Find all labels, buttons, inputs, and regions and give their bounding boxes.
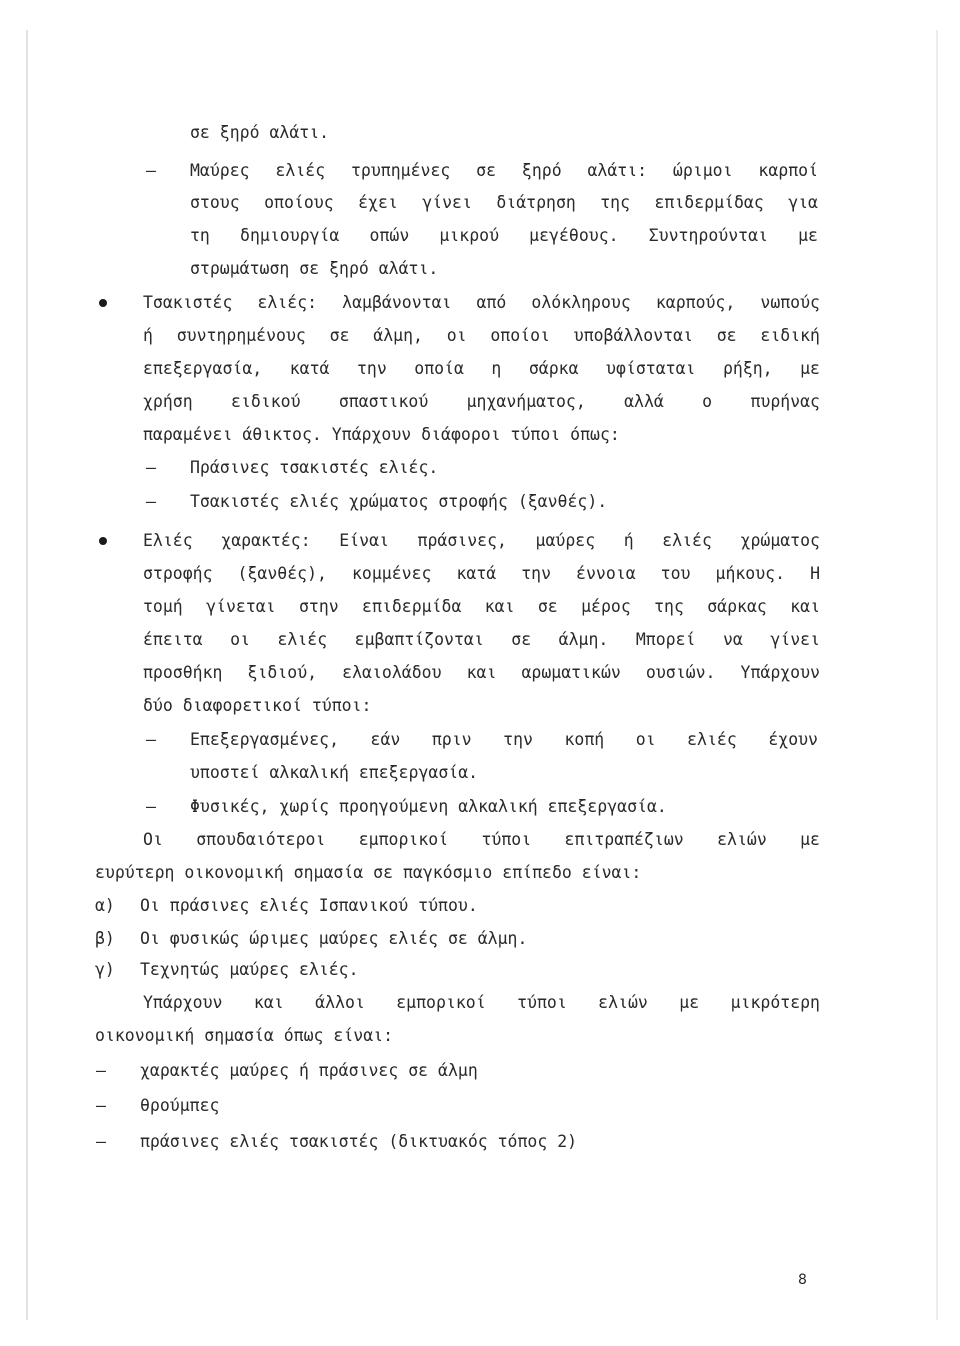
dash-marker: – [146, 161, 156, 180]
page-number: 8 [798, 1272, 807, 1288]
text-line: στους οποίους έχει γίνει διάτρηση της επιδερμίδας για [190, 193, 818, 212]
text-line: πράσινες ελιές τσακιστές (δικτυακός τόπος 2) [140, 1132, 578, 1151]
text-line: Οι σπουδαιότεροι εμπορικοί τύποι επιτραπέζιων ελιών με [143, 830, 820, 849]
text-line: τη δημιουργία οπών μικρού μεγέθους. Συντηρούνται με [190, 226, 818, 245]
text-line: επεξεργασία, κατά την οποία η σάρκα υφίσταται ρήξη, με [143, 359, 820, 378]
list-marker: α) [95, 896, 115, 915]
text-line: δύο διαφορετικοί τύποι: [143, 696, 372, 715]
text-line: Μαύρες ελιές τρυπημένες σε ξηρό αλάτι: ώριμοι καρποί [190, 161, 818, 180]
text-line: Τσακιστές ελιές: λαμβάνονται από ολόκληρους καρπούς, νωπούς [143, 293, 820, 312]
dash-marker: – [96, 1096, 106, 1115]
text-line: στρωμάτωση σε ξηρό αλάτι. [190, 259, 439, 278]
text-line: στροφής (ξανθές), κομμένες κατά την έννοια του μήκους. Η [143, 564, 820, 583]
text-line: Οι πράσινες ελιές Ισπανικού τύπου. [140, 896, 478, 915]
scan-edge-left [26, 30, 28, 1320]
text-line: Επεξεργασμένες, εάν πριν την κοπή οι ελιές έχουν [190, 730, 818, 749]
text-line: ή συντηρημένους σε άλμη, οι οποίοι υποβάλλονται σε ειδική [143, 326, 820, 345]
text-line: Πράσινες τσακιστές ελιές. [190, 458, 439, 477]
dash-marker: – [146, 730, 156, 749]
text-line: υποστεί αλκαλική επεξεργασία. [190, 763, 479, 782]
text-line: Τεχνητώς μαύρες ελιές. [140, 960, 359, 979]
text-line: οικονομική σημασία όπως είναι: [95, 1026, 394, 1045]
text-line: χρήση ειδικού σπαστικού μηχανήματος, αλλά ο πυρήνας [143, 392, 820, 411]
dash-marker: – [96, 1132, 106, 1151]
list-marker: γ) [95, 960, 115, 979]
text-line: ευρύτερη οικονομική σημασία σε παγκόσμιο επίπεδο είναι: [95, 863, 642, 882]
text-line: έπειτα οι ελιές εμβαπτίζονται σε άλμη. Μπορεί να γίνει [143, 630, 820, 649]
bullet-icon [99, 537, 107, 545]
text-line: χαρακτές μαύρες ή πράσινες σε άλμη [140, 1061, 478, 1080]
dash-marker: – [146, 797, 156, 816]
text-line: Οι φυσικώς ώριμες μαύρες ελιές σε άλμη. [140, 929, 528, 948]
text-line: παραμένει άθικτος. Υπάρχουν διάφοροι τύποι όπως: [143, 425, 620, 444]
list-marker: β) [95, 929, 115, 948]
text-line: Ελιές χαρακτές: Είναι πράσινες, μαύρες ή ελιές χρώματος [143, 531, 820, 550]
bullet-icon [99, 299, 107, 307]
text-line: σε ξηρό αλάτι. [190, 123, 330, 142]
text-line: θρούμπες [140, 1096, 220, 1115]
text-line: Τσακιστές ελιές χρώματος στροφής (ξανθές). [190, 492, 608, 511]
text-line: προσθήκη ξιδιού, ελαιολάδου και αρωματικών ουσιών. Υπάρχουν [143, 663, 820, 682]
dash-marker: – [146, 458, 156, 477]
text-line: τομή γίνεται στην επιδερμίδα και σε μέρος της σάρκας και [143, 597, 820, 616]
text-line: Υπάρχουν και άλλοι εμπορικοί τύποι ελιών με μικρότερη [143, 993, 820, 1012]
scan-edge-right [936, 30, 938, 1320]
text-line: Φυσικές, χωρίς προηγούμενη αλκαλική επεξεργασία. [190, 797, 667, 816]
dash-marker: – [96, 1061, 106, 1080]
dash-marker: – [146, 492, 156, 511]
